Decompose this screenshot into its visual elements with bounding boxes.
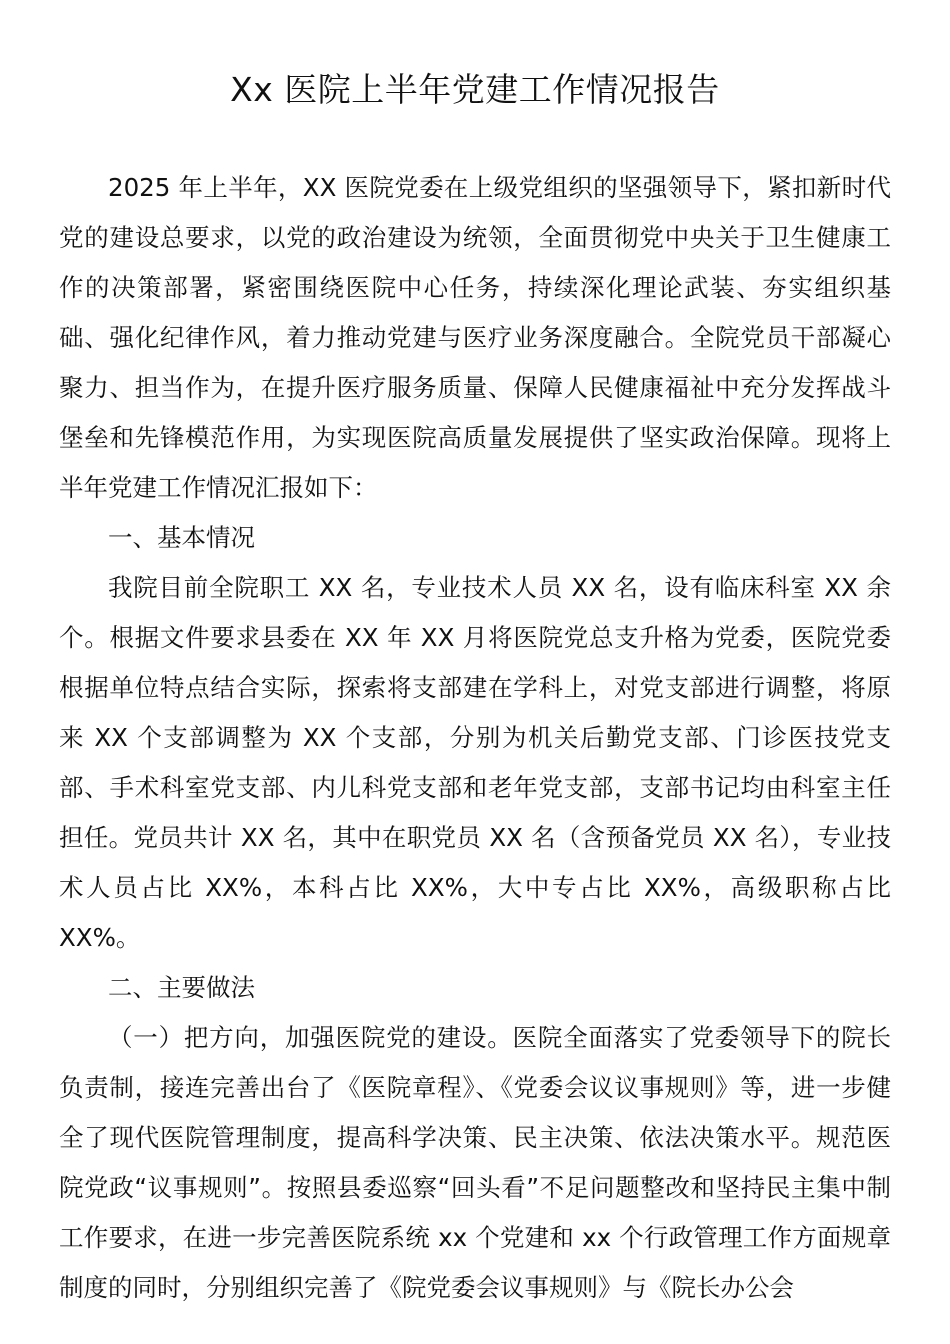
section-heading-basic-situation: 一、基本情况 — [108, 523, 255, 552]
basic-situation-paragraph: 我院目前全院职工 XX 名，专业技术人员 XX 名，设有临床科室 XX 余个。根据文件要求县委在 XX 年 XX 月将医院党总支升格为党委，医院党委根据单位特点结合实际，探索将支部建在学科上，对党支部进行调整，将原来 XX 个支部调整为 XX 个支部，分别为机关后勤党支部、门诊医技党支部、手术科室党支部、内儿科党支部和老年党支部，支部书记均由科室主任担任。党员共计 XX 名，其中在职党员 XX 名（含预备党员 XX 名），专业技术人员占比 XX%，本科占比 XX%，大中专占比 XX%，高级职称占比 XX%。 — [59, 573, 891, 952]
document-title: Xx 医院上半年党建工作情况报告 — [230, 70, 720, 109]
main-practices-paragraph: （一）把方向，加强医院党的建设。医院全面落实了党委领导下的院长负责制，接连完善出台了《医院章程》、《党委会议议事规则》等，进一步健全了现代医院管理制度，提高科学决策、民主决策、依法决策水平。规范医院党政“议事规则”。按照县委巡察“回头看”不足问题整改和坚持民主集中制工作要求，在进一步完善医院系统 xx 个党建和 xx 个行政管理工作方面规章制度的同时，分别组织完善了《院党委会议事规则》与《院长办公会 — [59, 1023, 891, 1302]
intro-paragraph: 2025 年上半年，XX 医院党委在上级党组织的坚强领导下，紧扣新时代党的建设总要求，以党的政治建设为统领，全面贯彻党中央关于卫生健康工作的决策部署，紧密围绕医院中心任务，持续深化理论武装、夯实组织基础、强化纪律作风，着力推动党建与医疗业务深度融合。全院党员干部凝心聚力、担当作为，在提升医疗服务质量、保障人民健康福祉中充分发挥战斗堡垒和先锋模范作用，为实现医院高质量发展提供了坚实政治保障。现将上半年党建工作情况汇报如下： — [59, 173, 891, 502]
document-body — [59, 163, 891, 1313]
section-heading-main-practices: 二、主要做法 — [108, 973, 255, 1002]
